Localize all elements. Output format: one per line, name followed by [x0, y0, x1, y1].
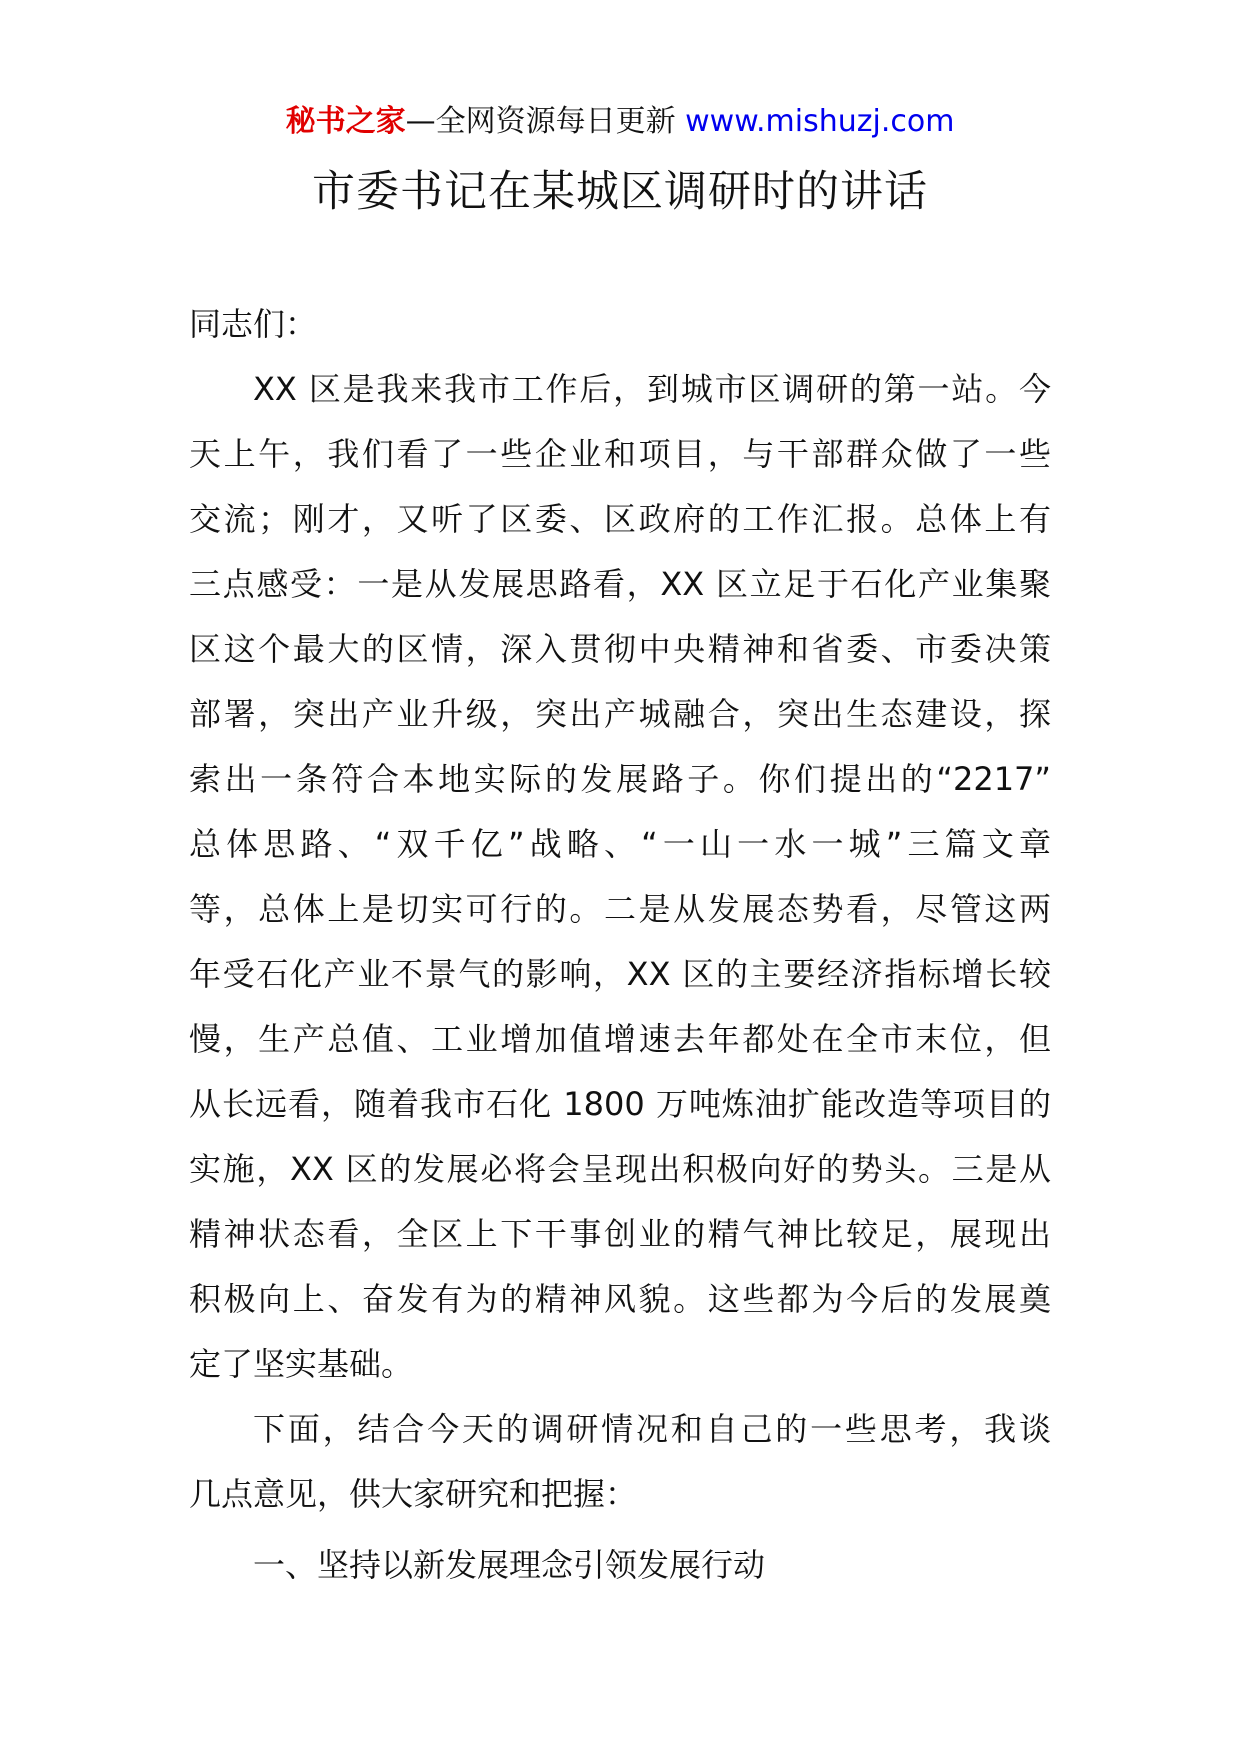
- paragraph-line: 精神状态看，全区上下干事创业的精气神比较足，展现出: [189, 1215, 1051, 1253]
- paragraph-line: 三点感受：一是从发展思路看，XX 区立足于石化产业集聚: [189, 565, 1051, 603]
- paragraph-line: 定了坚实基础。: [189, 1345, 414, 1383]
- paragraph-line: XX 区是我来我市工作后，到城市区调研的第一站。今: [253, 370, 1051, 408]
- header-slogan: —全网资源每日更新: [405, 104, 676, 139]
- document-title: 市委书记在某城区调研时的讲话: [312, 167, 928, 217]
- paragraph-line: 部署，突出产业升级，突出产城融合，突出生态建设，探: [189, 695, 1051, 733]
- section-heading: 一、坚持以新发展理念引领发展行动: [253, 1546, 766, 1584]
- paragraph-line: 年受石化产业不景气的影响，XX 区的主要经济指标增长较: [189, 955, 1051, 993]
- brand-name: 秘书之家: [285, 104, 406, 139]
- site-url-link[interactable]: www.mishuzj.com: [685, 104, 955, 139]
- paragraph-line: 几点意见，供大家研究和把握：: [189, 1475, 638, 1513]
- paragraph-line: 从长远看，随着我市石化 1800 万吨炼油扩能改造等项目的: [189, 1085, 1051, 1123]
- paragraph-line: 总体思路、“双千亿”战略、“一山一水一城”三篇文章: [189, 825, 1051, 863]
- paragraph-line: 慢，生产总值、工业增加值增速去年都处在全市末位，但: [189, 1020, 1051, 1058]
- paragraph-line: 实施，XX 区的发展必将会呈现出积极向好的势头。三是从: [189, 1150, 1051, 1188]
- document-body: [189, 292, 1051, 1598]
- site-header: [0, 100, 1240, 144]
- paragraph-line: 下面，结合今天的调研情况和自己的一些思考，我谈: [253, 1410, 1051, 1448]
- paragraph-line: 天上午，我们看了一些企业和项目，与干部群众做了一些: [189, 435, 1051, 473]
- paragraph-1: [189, 357, 1051, 1397]
- paragraph-line: 交流；刚才，又听了区委、区政府的工作汇报。总体上有: [189, 500, 1051, 538]
- paragraph-2: [189, 1397, 1051, 1527]
- salutation: 同志们：: [189, 305, 318, 343]
- paragraph-line: 索出一条符合本地实际的发展路子。你们提出的“2217”: [189, 760, 1051, 798]
- paragraph-line: 等，总体上是切实可行的。二是从发展态势看，尽管这两: [189, 890, 1051, 928]
- paragraph-line: 积极向上、奋发有为的精神风貌。这些都为今后的发展奠: [189, 1280, 1051, 1318]
- paragraph-line: 区这个最大的区情，深入贯彻中央精神和省委、市委决策: [189, 630, 1051, 668]
